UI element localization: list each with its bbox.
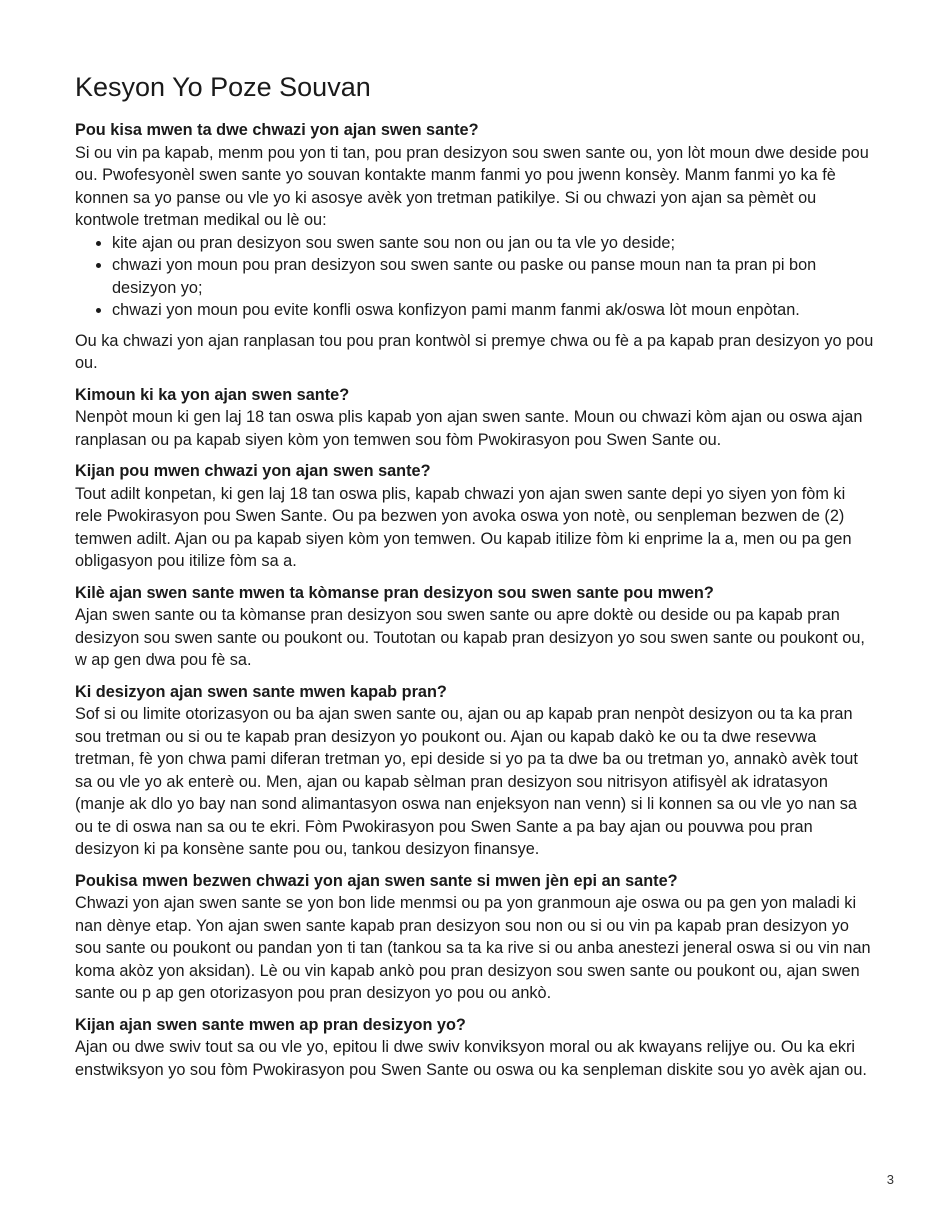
faq-question: Poukisa mwen bezwen chwazi yon ajan swen sante si mwen jèn epi an sante?: [75, 871, 678, 890]
faq-question: Ki desizyon ajan swen sante mwen kapab pran?: [75, 682, 447, 701]
faq-section-young-and-healthy: [75, 870, 875, 1005]
list-item: • kite ajan ou pran desizyon sou swen sante sou non ou jan ou ta vle yo deside;: [112, 232, 875, 255]
faq-question: Kimoun ki ka yon ajan swen sante?: [75, 385, 350, 404]
faq-question: Kilè ajan swen sante mwen ta kòmanse pran desizyon sou swen sante pou mwen?: [75, 583, 714, 602]
faq-question: Pou kisa mwen ta dwe chwazi yon ajan swen sante?: [75, 121, 479, 139]
faq-answer: Ajan ou dwe swiv tout sa ou vle yo, epitou li dwe swiv konviksyon moral ou ak kwayans relijye ou. Ou ka ekri enstwiksyon yo sou fòm Pwokirasyon pou Swen Sante ou oswa ou ka senpleman diskite sou yo avèk ajan ou.: [75, 1038, 867, 1079]
faq-section-when-agent-starts: [75, 582, 875, 672]
faq-section-who-can-be-agent: [75, 384, 875, 452]
faq-section-why-choose-agent: [75, 119, 875, 375]
list-item: • chwazi yon moun pou pran desizyon sou swen sante ou paske ou panse moun nan ta pran pi bon desizyon yo;: [112, 254, 875, 299]
page-title: Kesyon Yo Poze Souvan: [75, 72, 371, 102]
faq-answer: Sof si ou limite otorizasyon ou ba ajan swen sante ou, ajan ou ap kapab pran nenpòt desizyon ou ta ka pran sou tretman ou si ou te kapab pran desizyon yo poukont ou. Ajan ou kapab dakò ke ou ta dwe resevwa tretman, fè yon chwa pami diferan tretman yo, epi deside si yo pa ta dwe ba ou tretman yo, annakò avèk tout sa ou vle yo ak enterè ou. Men, ajan ou kapab sèlman pran desizyon sou nitrisyon atifisyèl ak idratasyon (manje ak dlo yo bay nan sond alimantasyon oswa nan enjeksyon nan venn) si li konnen sa ou vle yo nan sa ou te di oswa nan sa ou te ekri. Fòm Pwokirasyon pou Swen Sante a pa bay ajan ou pouvwa pou pran desizyon ki pa konsène sante pou ou, tankou desizyon finansye.: [75, 705, 858, 858]
faq-answer: Tout adilt konpetan, ki gen laj 18 tan oswa plis, kapab chwazi yon ajan swen sante depi yo siyen yon fòm ki rele Pwokirasyon pou Swen Sante. Ou pa bezwen yon avoka oswa yon notè, ou senpleman bezwen de (2) temwen adilt. Ajan ou pa kapab siyen kòm yon temwen. Ou kapab itilize fòm ki enprime la a, men ou pa gen obligasyon pou itilize fòm sa a.: [75, 484, 852, 570]
faq-answer-followup: Ou ka chwazi yon ajan ranplasan tou pou pran kontwòl si premye chwa ou fè a pa kapab pran desizyon yo pou ou.: [75, 331, 874, 372]
faq-question: Kijan ajan swen sante mwen ap pran desizyon yo?: [75, 1015, 466, 1034]
faq-section-how-agent-decides: [75, 1014, 875, 1082]
faq-question: Kijan pou mwen chwazi yon ajan swen sante?: [75, 462, 431, 480]
faq-answer: Si ou vin pa kapab, menm pou yon ti tan, pou pran desizyon sou swen sante ou, yon lòt moun dwe deside pou ou. Pwofesyonèl swen sante yo souvan kontakte manm fanmi yo pou jwenn konsèy. Manm fanmi yo ka fè konnen sa yo panse ou vle yo ki asosye avèk yon tretman patikilye. Si ou chwazi yon ajan sa pèmèt ou kontwole tretman medikal ou lè ou:: [75, 143, 869, 229]
faq-answer: Nenpòt moun ki gen laj 18 tan oswa plis kapab yon ajan swen sante. Moun ou chwazi kòm ajan ou oswa ajan ranplasan ou pa kapab siyen kòm yon temwen sou fòm Pwokirasyon pou Swen Sante ou.: [75, 408, 863, 449]
bullet-list: [75, 232, 875, 322]
faq-answer: Chwazi yon ajan swen sante se yon bon lide menmsi ou pa yon granmoun aje oswa ou pa gen yon maladi ki nan dènye etap. Yon ajan swen sante kapab pran desizyon sou non ou si ou vin pa kapab pran desizyon yo sou sante ou poukont ou pandan yon ti tan (tankou sa ta ka rive si ou anba anestezi jeneral oswa si ou vin nan koma akòz yon aksidan). Lè ou vin kapab ankò pou pran desizyon sou swen sante ou poukont ou, ajan swen sante ou p ap gen otorizasyon pou pran desizyon yo pou ou ankò.: [75, 894, 871, 1002]
faq-section-what-decisions: [75, 681, 875, 861]
list-item: • chwazi yon moun pou evite konfli oswa konfizyon pami manm fanmi ak/oswa lòt moun enpòtan.: [112, 299, 875, 322]
document-page: [75, 70, 875, 1090]
page-number: 3: [886, 1172, 894, 1187]
faq-answer: Ajan swen sante ou ta kòmanse pran desizyon sou swen sante ou apre doktè ou deside ou pa kapab pran desizyon sou swen sante ou poukont ou. Toutotan ou kapab pran desizyon yo sou swen sante ou poukont ou, w ap gen dwa pou fè sa.: [75, 606, 865, 669]
faq-section-how-to-choose: [75, 460, 875, 573]
